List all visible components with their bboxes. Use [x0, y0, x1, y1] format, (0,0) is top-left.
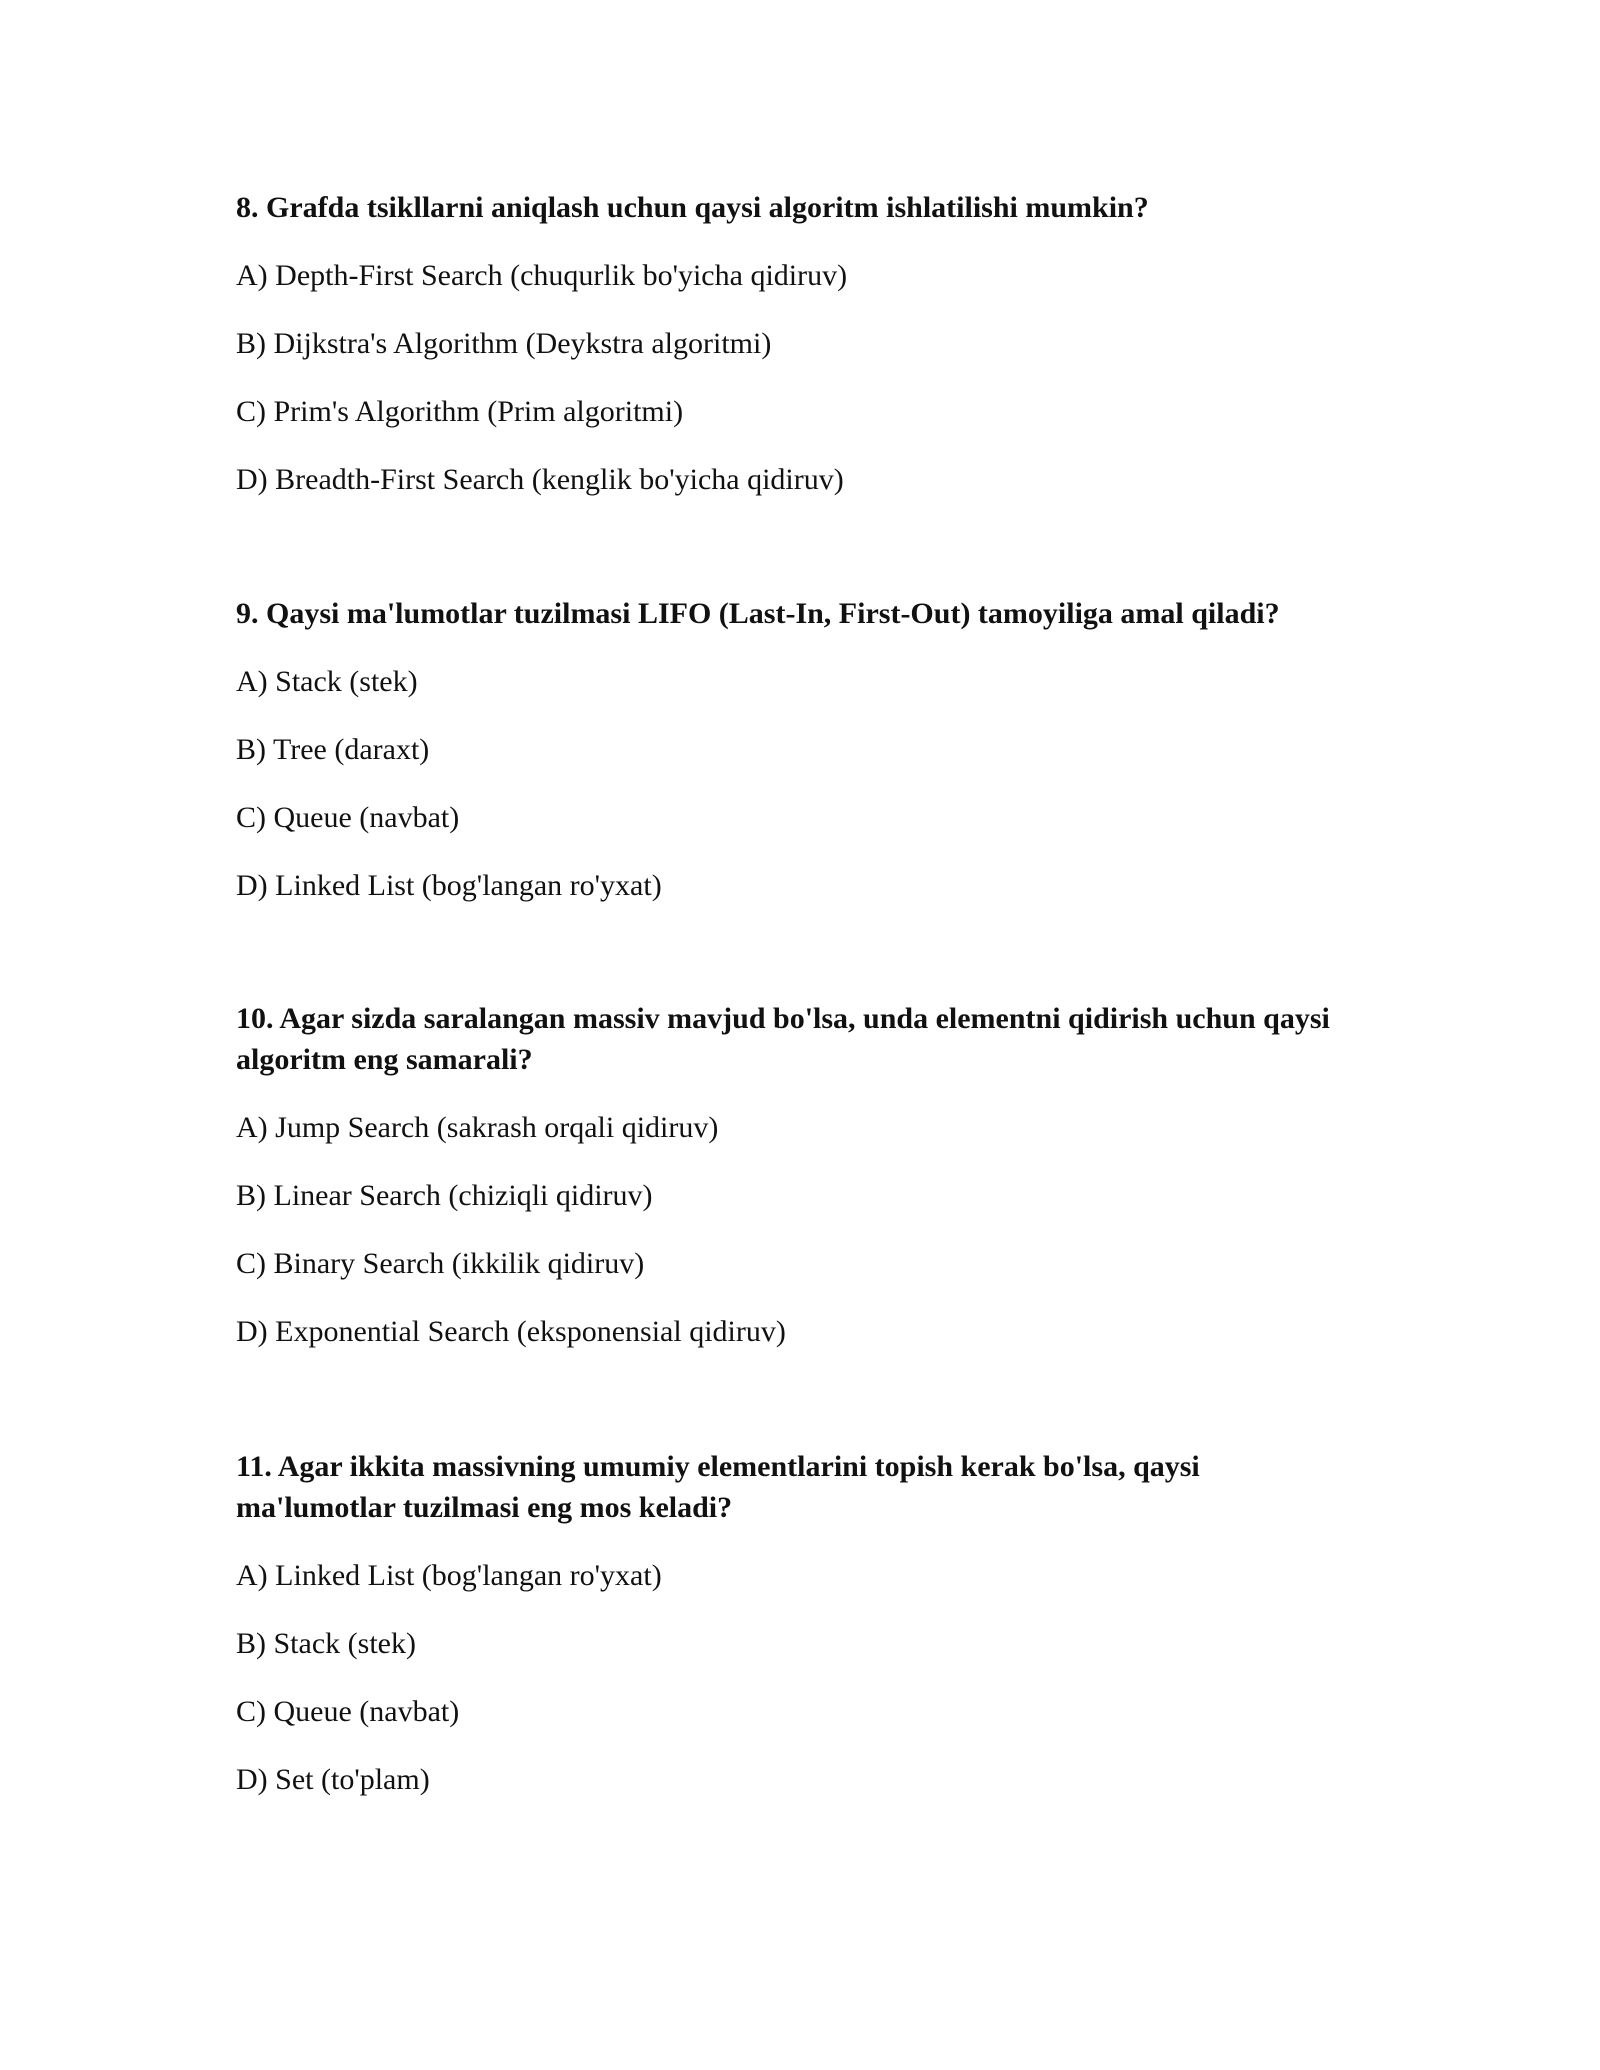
answer-option: B) Linear Search (chiziqli qidiruv): [236, 1179, 653, 1212]
answer-options: [236, 255, 1356, 500]
answer-option: B) Tree (daraxt): [236, 733, 430, 766]
answer-options: [236, 661, 1356, 906]
answer-option: B) Dijkstra's Algorithm (Deykstra algoritmi): [236, 327, 772, 360]
question-text: 9. Qaysi ma'lumotlar tuzilmasi LIFO (Last-In, First-Out) tamoyiliga amal qiladi?: [236, 597, 1280, 630]
answer-option: D) Breadth-First Search (kenglik bo'yicha qidiruv): [236, 463, 844, 496]
question-text: 8. Grafda tsikllarni aniqlash uchun qaysi algoritm ishlatilishi mumkin?: [236, 191, 1149, 224]
question-block: [236, 593, 1356, 906]
answer-option: C) Binary Search (ikkilik qidiruv): [236, 1247, 645, 1280]
answer-option: B) Stack (stek): [236, 1627, 416, 1660]
answer-option: A) Stack (stek): [236, 665, 418, 698]
question-text: 10. Agar sizda saralangan massiv mavjud bo'lsa, unda elementni qidirish uchun qaysi algoritm eng samarali?: [236, 1002, 1330, 1076]
answer-option: D) Exponential Search (eksponensial qidiruv): [236, 1315, 786, 1348]
question-block: [236, 998, 1356, 1352]
answer-option: C) Queue (navbat): [236, 801, 460, 834]
answer-option: A) Linked List (bog'langan ro'yxat): [236, 1559, 662, 1592]
answer-option: C) Queue (navbat): [236, 1695, 460, 1728]
question-text: 11. Agar ikkita massivning umumiy elementlarini topish kerak bo'lsa, qaysi ma'lumotlar tuzilmasi eng mos keladi?: [236, 1450, 1200, 1524]
answer-options: [236, 1555, 1356, 1800]
answer-option: A) Depth-First Search (chuqurlik bo'yicha qidiruv): [236, 259, 848, 292]
answer-option: D) Linked List (bog'langan ro'yxat): [236, 869, 662, 902]
answer-option: A) Jump Search (sakrash orqali qidiruv): [236, 1111, 719, 1144]
answer-option: C) Prim's Algorithm (Prim algoritmi): [236, 395, 684, 428]
answer-option: D) Set (to'plam): [236, 1763, 430, 1796]
question-block: [236, 187, 1356, 500]
question-block: [236, 1446, 1356, 1800]
answer-options: [236, 1107, 1356, 1352]
